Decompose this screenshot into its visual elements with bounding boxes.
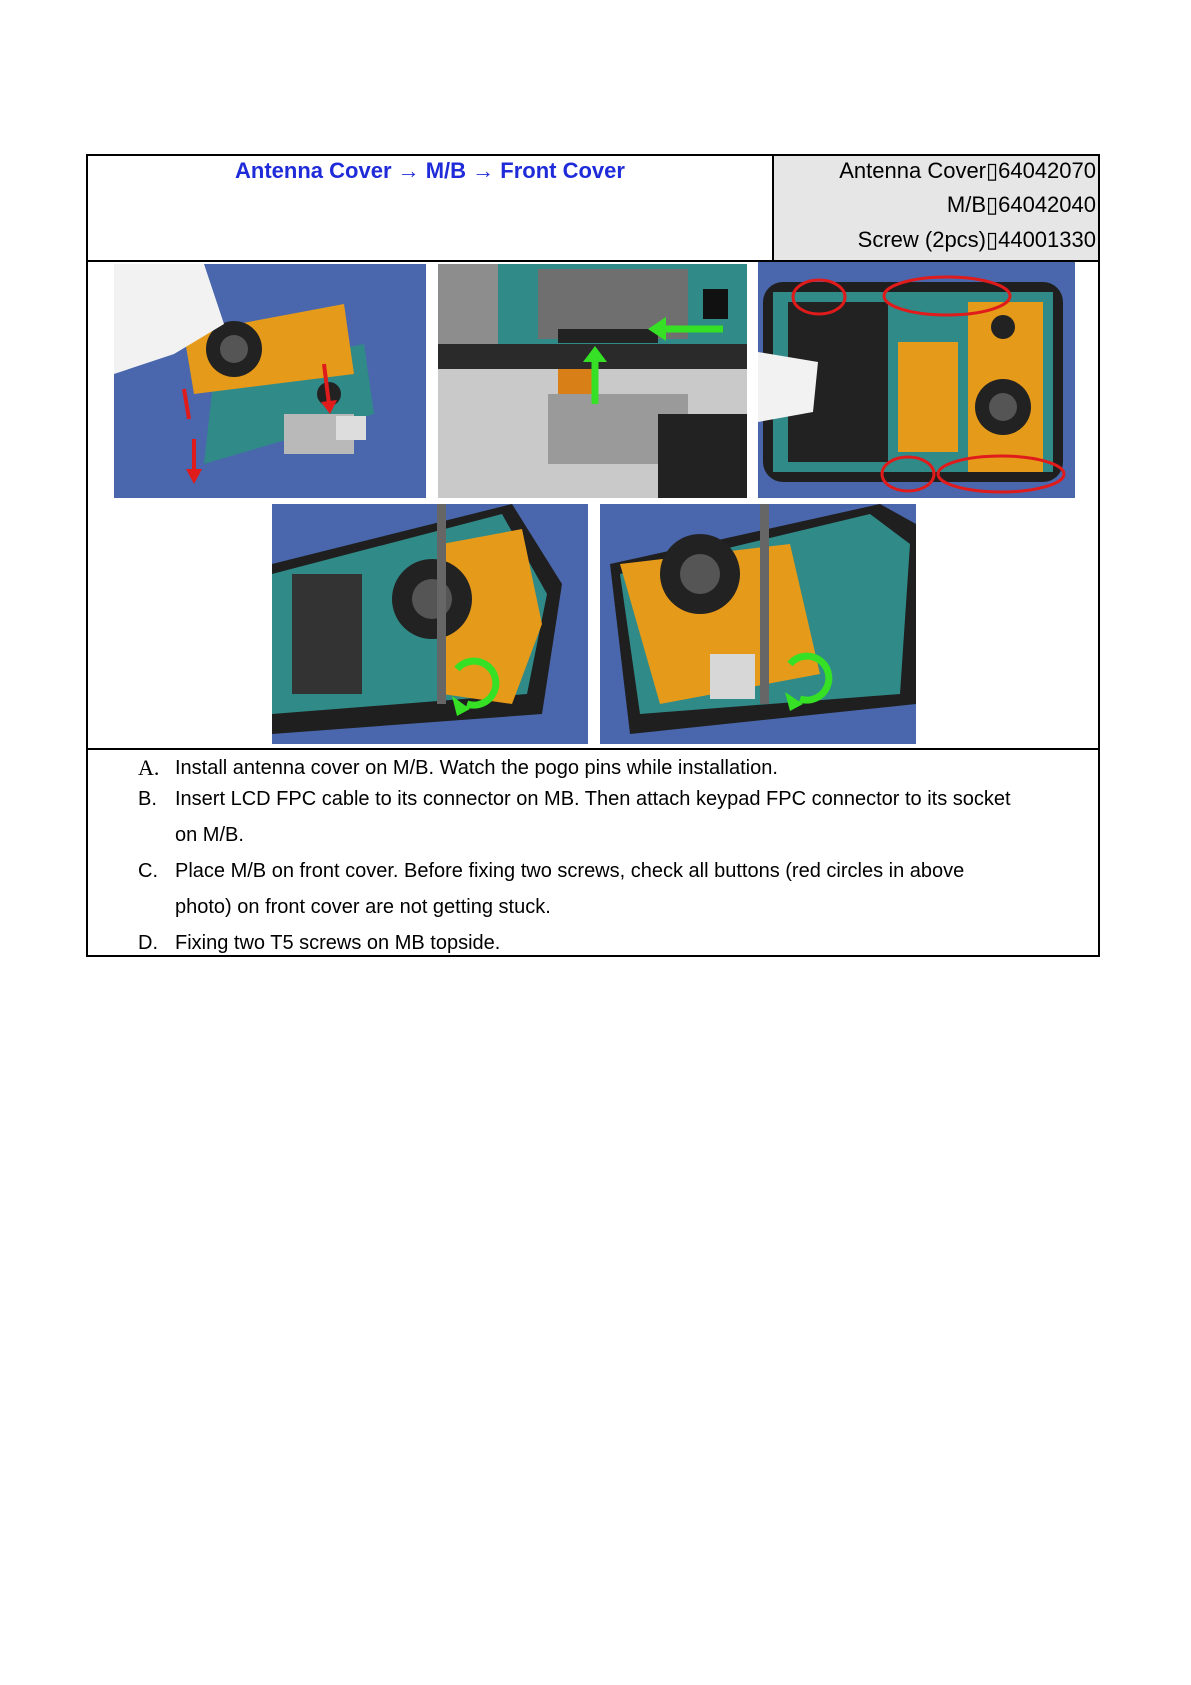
step-letter: C. <box>138 860 158 882</box>
step-text: Insert LCD FPC cable to its connector on MB. Then attach keypad FPC connector to its socket <box>175 788 1011 810</box>
part-screw: Screw (2pcs)▯44001330 <box>857 227 1096 252</box>
step-letter: B. <box>138 788 157 810</box>
step-text: on M/B. <box>175 824 244 846</box>
part-antenna-cover: Antenna Cover▯64042070 <box>839 158 1096 183</box>
header-title-cell <box>88 156 774 261</box>
step-text: Install antenna cover on M/B. Watch the pogo pins while installation. <box>175 757 778 779</box>
parts-list-cell <box>774 156 1098 261</box>
front-cover-buttons-photo <box>758 262 1075 498</box>
procedure-table <box>86 154 1100 957</box>
step-letter: D. <box>138 932 158 954</box>
steps-list <box>88 750 1098 955</box>
step-letter: A. <box>138 755 160 780</box>
screw-right-photo <box>600 504 916 744</box>
lcd-fpc-connector-photo <box>438 264 747 498</box>
part-mb: M/B▯64042040 <box>946 192 1096 217</box>
procedure-title: Antenna Cover → M/B → Front Cover <box>235 158 625 183</box>
step-text: Fixing two T5 screws on MB topside. <box>175 932 501 954</box>
antenna-cover-install-photo <box>114 264 426 498</box>
step-text: photo) on front cover are not getting stuck. <box>175 896 551 918</box>
screw-left-photo <box>272 504 588 744</box>
step-text: Place M/B on front cover. Before fixing two screws, check all buttons (red circles in above <box>175 860 965 882</box>
